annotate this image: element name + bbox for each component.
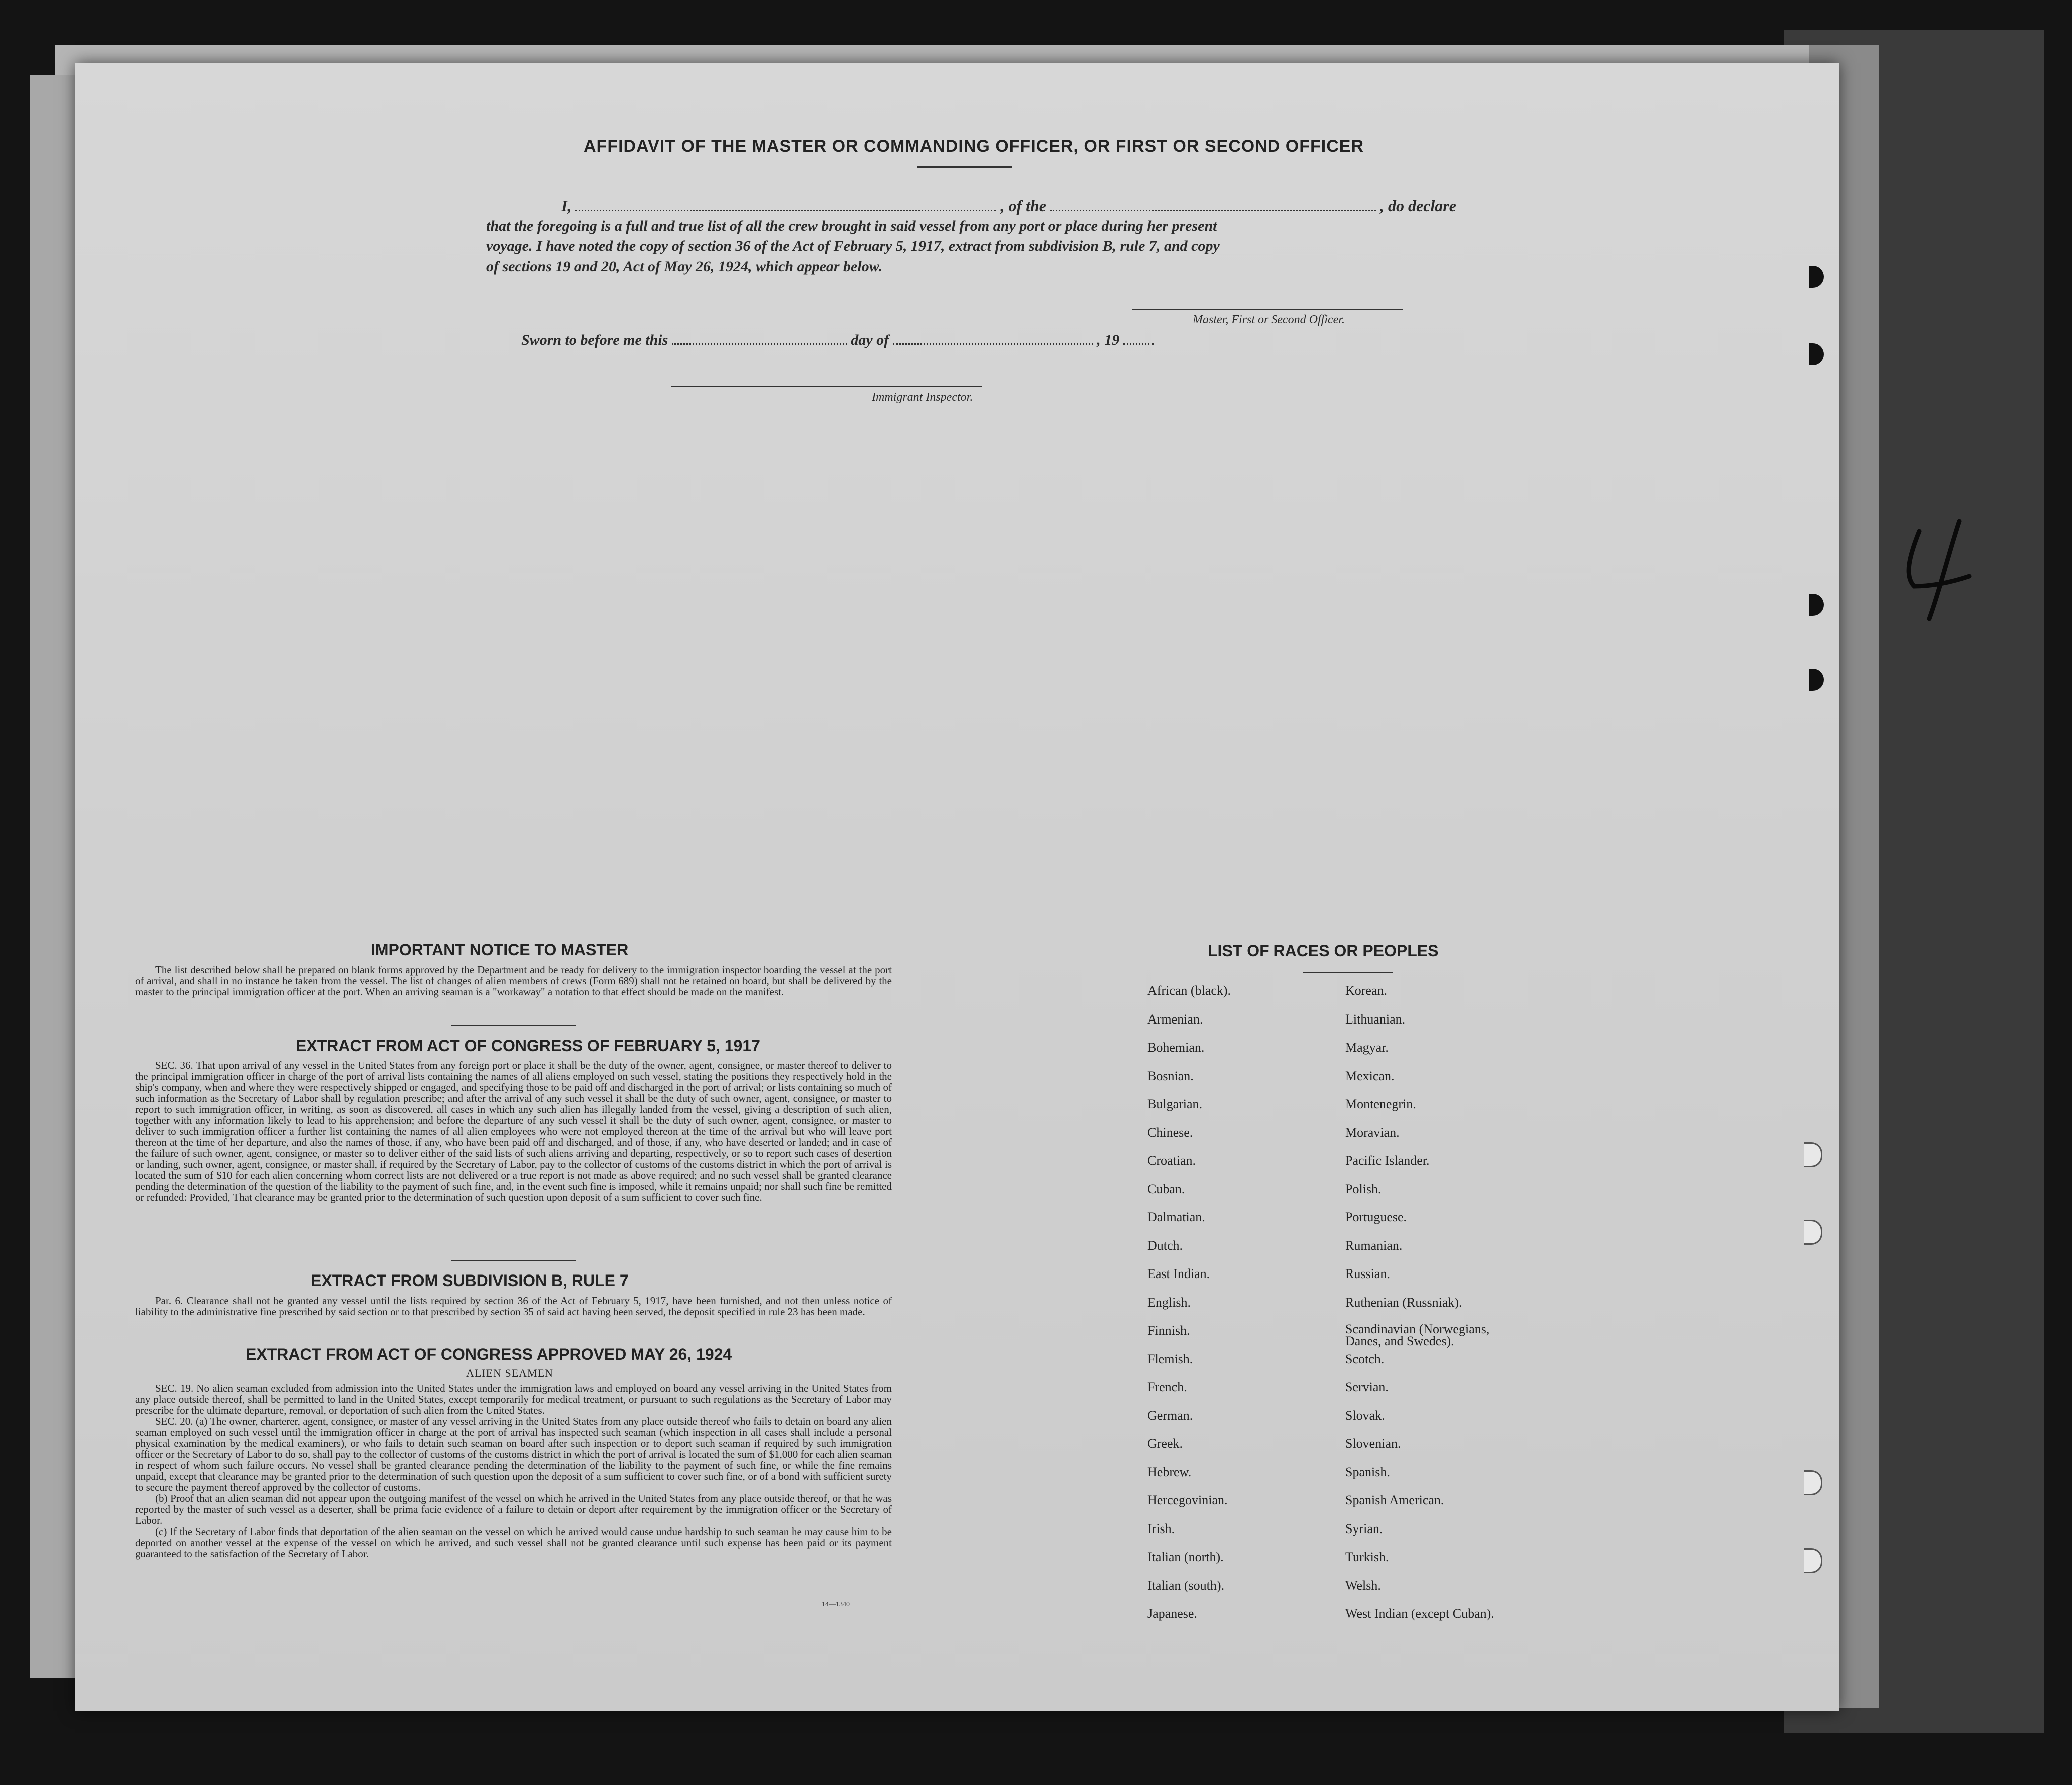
sworn-label: Sworn to before me this [521, 332, 668, 348]
race-item: Russian. [1345, 1266, 1390, 1281]
of-the-label: , of the [1000, 197, 1046, 215]
affidavit-title: AFFIDAVIT OF THE MASTER OR COMMANDING OFFICER, OR FIRST OR SECOND OFFICER [584, 137, 1364, 156]
race-item: Cuban. [1147, 1181, 1185, 1196]
notice-rule [451, 1025, 576, 1026]
race-item: German. [1147, 1408, 1193, 1423]
sec-20b-paragraph: (b) Proof that an alien seaman did not appear upon the outgoing manifest of the vessel on which he arrived in the United States from any place outside thereof, or that he was reported by the master of such vessel as a deserter, shall be prima facie evidence of a failure to detain or deport after requirement by the immigration officer or the Secretary of Labor. [135, 1492, 892, 1526]
race-item: Polish. [1345, 1181, 1382, 1196]
i-label: I, [561, 197, 572, 215]
race-item: Slovak. [1345, 1408, 1385, 1423]
race-item: Chinese. [1147, 1125, 1193, 1140]
race-item: Flemish. [1147, 1351, 1193, 1366]
form-page [75, 63, 1839, 1711]
race-item: Dutch. [1147, 1238, 1183, 1253]
year-label: , 19 [1097, 332, 1120, 348]
race-item: East Indian. [1147, 1266, 1210, 1281]
race-item: Lithuanian. [1345, 1011, 1406, 1027]
race-item: English. [1147, 1295, 1191, 1310]
race-item: French. [1147, 1380, 1187, 1394]
race-item: Croatian. [1147, 1153, 1196, 1168]
vessel-field[interactable] [1050, 205, 1376, 211]
punch-hole [1804, 1142, 1822, 1167]
handwritten-number-four [1884, 511, 1984, 626]
race-item: Finnish. [1147, 1323, 1190, 1338]
race-item: Hebrew. [1147, 1464, 1192, 1479]
race-item: Scotch. [1345, 1351, 1385, 1366]
race-item: Turkish. [1345, 1550, 1389, 1564]
race-item: Armenian. [1147, 1011, 1203, 1027]
notice-text [135, 964, 892, 997]
sworn-line [521, 332, 1154, 349]
inspector-signature-line[interactable] [671, 386, 982, 387]
extract-1924-text [135, 1383, 892, 1559]
races-title-rule [1303, 972, 1393, 973]
extract-1924-title: EXTRACT FROM ACT OF CONGRESS APPROVED MAY 26, 1924 [246, 1345, 732, 1363]
race-item: Italian (south). [1147, 1578, 1225, 1593]
day-of-label: day of [851, 332, 889, 348]
race-item: Hercegovinian. [1147, 1493, 1228, 1507]
notice-title: IMPORTANT NOTICE TO MASTER [371, 941, 629, 959]
sworn-day-field[interactable] [672, 338, 847, 345]
sec-20a-paragraph: SEC. 20. (a) The owner, charterer, agent, consignee, or master of any vessel arriving in the United States from any place outside thereof who fails to detain on board any alien seaman employed on such vessel until the immigration officer in charge at the port of arrival has inspected such seaman (which inspection in all cases shall include a personal physical examination by the medical examiners), or who fails to detain such seaman on board after such inspection or to deport such seaman if required by such immigration officer or the Secretary of Labor to do so, shall pay to the collector of customs of the customs district in which the port of arrival is located the sum of $1,000 for each alien seaman in respect of whom such failure occurs. No vessel shall be granted clearance pending the determination of the liability to the payment of such fine, or while the fine remains unpaid, except that clearance may be granted prior to the determination of such question upon the deposit of a sum sufficient to cover such fine, or of a bond with sufficient surety to secure the payment thereof approved by the collector of customs. [135, 1415, 892, 1493]
extract-1917-text [135, 1060, 892, 1203]
master-signature-caption: Master, First or Second Officer. [1193, 313, 1345, 326]
race-item: Spanish. [1345, 1464, 1390, 1479]
sworn-year-field[interactable] [1123, 338, 1154, 345]
subdivision-b-title: EXTRACT FROM SUBDIVISION B, RULE 7 [311, 1271, 629, 1290]
race-item: Korean. [1345, 983, 1388, 998]
race-item: Montenegrin. [1345, 1097, 1416, 1111]
race-item: Syrian. [1345, 1521, 1383, 1536]
race-item: Magyar. [1345, 1040, 1389, 1055]
race-item: West Indian (except Cuban). [1345, 1606, 1494, 1621]
race-item: Spanish American. [1345, 1493, 1444, 1507]
race-item: Japanese. [1147, 1606, 1197, 1621]
alien-seamen-subtitle: ALIEN SEAMEN [466, 1367, 553, 1379]
sec-36-paragraph: SEC. 36. That upon arrival of any vessel in the United States from any foreign port or place it shall be the duty of the owner, agent, consignee, or master thereof to deliver to the principal immigration officer in charge of the port of arrival lists containing the names of all aliens employed on such vessel, stating the positions they respectively hold in the ship's company, when and where they were respectively shipped or engaged, and specifying those to be paid off and discharged in the port of arrival; or lists containing so much of such information as the Secretary of Labor shall by regulation prescribe; and after the arrival of any such vessel it shall be the duty of such owner, agent, consignee, or master to report to such immigration officer, in writing, as soon as discovered, all cases in which any such alien has illegally landed from the vessel, giving a description of such alien, together with any information likely to lead to his apprehension; and before the departure of any such vessel it shall be the duty of such owner, agent, consignee, or master to deliver to such immigration officer a further list containing the names of all alien employees who were not employed thereon at the time of the arrival but who will leave port thereon at the time of her departure, and also the names of those, if any, who have been paid off and discharged, and of those, if any, who have deserted or landed; and in case of the failure of such owner, agent, consignee, or master so to deliver either of the said lists of such aliens arriving and departing, respectively, or so to report such cases of desertion or landing, such owner, agent, consignee, or master shall, if required by the Secretary of Labor, pay to the collector of customs of the customs district in which the port of arrival is located the sum of $10 for each alien concerning whom correct lists are not delivered or a true report is not made as above required; and no such vessel shall be granted clearance pending the determination of the question of the liability to the payment of such fine, and, in the event such fine is imposed, while it remains unpaid; nor shall such fine be remitted or refunded: Provided, That clearance may be granted prior to the determination of such question upon deposit of a sum sufficient to cover such fine. [135, 1059, 892, 1203]
inspector-caption: Immigrant Inspector. [872, 391, 973, 404]
race-item: Dalmatian. [1147, 1210, 1205, 1224]
race-item: Italian (north). [1147, 1550, 1224, 1564]
race-item: Ruthenian (Russniak). [1345, 1295, 1462, 1310]
extract-1917-rule [451, 1260, 576, 1261]
affidavit-title-rule [917, 166, 1012, 168]
punch-hole [1804, 1220, 1822, 1245]
race-item: Welsh. [1345, 1578, 1381, 1593]
master-signature-line[interactable] [1132, 309, 1403, 310]
race-item: Pacific Islander. [1345, 1153, 1430, 1168]
binder-hole [1809, 669, 1824, 691]
sec-19-paragraph: SEC. 19. No alien seaman excluded from admission into the United States under the immigration laws and employed on board any vessel arriving in the United States from any place outside thereof, shall be permitted to land in the United States, except temporarily for medical treatment, or pursuant to such regulations as the Secretary of Labor may prescribe for the ultimate departure, removal, or deportation of such alien from the United States. [135, 1382, 892, 1416]
do-declare-label: , do declare [1380, 197, 1456, 215]
affidavit-line-1: that the foregoing is a full and true list of all the crew brought in said vessel from any port or place during her present [486, 218, 1217, 234]
races-title: LIST OF RACES OR PEOPLES [1208, 942, 1439, 960]
race-item: Bohemian. [1147, 1040, 1205, 1055]
race-item: Bosnian. [1147, 1068, 1194, 1083]
affidavit-declaration-line [486, 197, 1456, 215]
race-item: Slovenian. [1345, 1436, 1401, 1451]
form-number: 14—1340 [822, 1601, 850, 1608]
sworn-month-field[interactable] [893, 338, 1093, 345]
race-item: Mexican. [1345, 1068, 1395, 1083]
affidavit-line-2: voyage. I have noted the copy of section 36 of the Act of February 5, 1917, extract from subdivision B, rule 7, and copy [486, 238, 1220, 254]
race-item: Servian. [1345, 1380, 1389, 1394]
binder-hole [1809, 266, 1824, 288]
race-item: Portuguese. [1345, 1210, 1407, 1224]
race-item: Bulgarian. [1147, 1097, 1203, 1111]
par-6-paragraph: Par. 6. Clearance shall not be granted any vessel until the lists required by section 36 of the Act of February 5, 1917, have been furnished, and not then unless notice of liability to the administrative fine prescribed by said section or to that prescribed by section 35 of said act having been served, the deposit specified in rule 23 has been made. [135, 1295, 892, 1318]
punch-hole [1804, 1548, 1822, 1573]
race-item: African (black). [1147, 983, 1231, 998]
binder-hole [1809, 343, 1824, 365]
race-item: Irish. [1147, 1521, 1175, 1536]
extract-1917-title: EXTRACT FROM ACT OF CONGRESS OF FEBRUARY 5, 1917 [296, 1037, 760, 1055]
subdivision-b-text [135, 1295, 892, 1317]
punch-hole [1804, 1470, 1822, 1495]
affidavit-line-3: of sections 19 and 20, Act of May 26, 1924, which appear below. [486, 258, 883, 275]
notice-paragraph: The list described below shall be prepared on blank forms approved by the Department and be ready for delivery to the immigration inspector boarding the vessel at the port of arrival, and shall in no instance be taken from the vessel. The list of changes of alien members of crews (Form 689) shall not be retained on board, but shall be delivered by the master to the principal immigration officer at the port. When an arriving seaman is a "workaway" a notation to that effect should be made on the manifest. [135, 964, 892, 998]
race-item: Rumanian. [1345, 1238, 1403, 1253]
race-item: Moravian. [1345, 1125, 1400, 1140]
race-item: Scandinavian (Norwegians, Danes, and Swedes). [1345, 1322, 1490, 1348]
sec-20c-paragraph: (c) If the Secretary of Labor finds that deportation of the alien seaman on the vessel on which he arrived would cause undue hardship to such seaman he may cause him to be deported on another vessel at the expense of the vessel on which he arrived, and such vessel shall not be granted clearance until such expense has been paid or its payment guaranteed to the satisfaction of the Secretary of Labor. [135, 1525, 892, 1560]
race-item: Greek. [1147, 1436, 1183, 1451]
binder-hole [1809, 594, 1824, 616]
name-field[interactable] [575, 205, 996, 211]
